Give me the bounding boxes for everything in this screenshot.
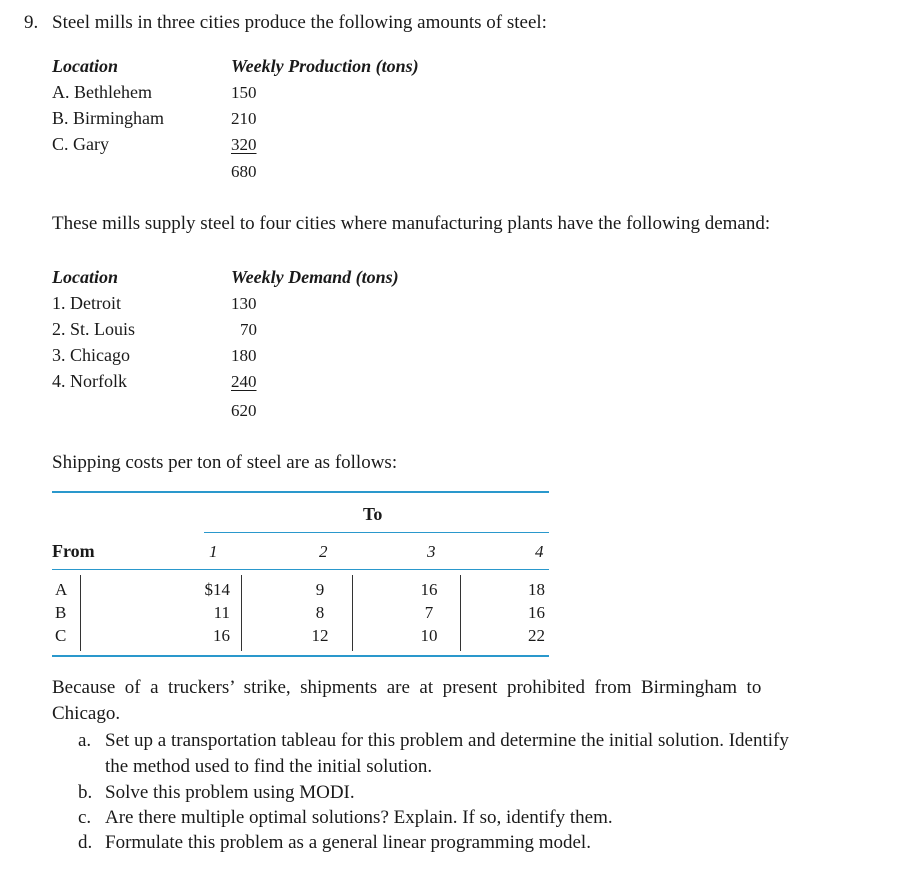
task-letter: b. bbox=[78, 782, 93, 803]
supply-header-location: Location bbox=[52, 56, 118, 76]
table-bottom-rule bbox=[52, 655, 549, 657]
supply-row-label: A. Bethlehem bbox=[52, 82, 152, 102]
from-cell: B bbox=[55, 603, 67, 622]
col-divider bbox=[241, 575, 242, 651]
col-head-4: 4 bbox=[535, 542, 544, 561]
task-text: Are there multiple optimal solutions? Explain. If so, identify them. bbox=[105, 807, 613, 828]
col-head-3: 3 bbox=[427, 542, 436, 561]
cost-cell: 22 bbox=[528, 626, 545, 645]
cost-cell: 18 bbox=[528, 580, 545, 599]
demand-row-label: 3. Chicago bbox=[52, 345, 130, 365]
from-label: From bbox=[52, 541, 95, 561]
task-text: Formulate this problem as a general linear programming model. bbox=[105, 832, 591, 853]
demand-header-location: Location bbox=[52, 267, 118, 287]
table-top-rule bbox=[52, 491, 549, 493]
from-cell: A bbox=[55, 580, 68, 599]
demand-total: 620 bbox=[231, 401, 257, 420]
demand-row-label: 4. Norfolk bbox=[52, 371, 127, 391]
task-text: Set up a transportation tableau for this problem and determine the initial solution. Identify bbox=[105, 730, 789, 751]
cost-cell: 11 bbox=[213, 603, 230, 622]
col-divider bbox=[460, 575, 461, 651]
to-label: To bbox=[363, 504, 383, 524]
col-head-2: 2 bbox=[319, 542, 328, 561]
strike-text-line1: Because of a truckers’ strike, shipments are at present prohibited from Birmingham to bbox=[52, 677, 762, 698]
supply-row-label: C. Gary bbox=[52, 134, 109, 154]
supply-row-label: B. Birmingham bbox=[52, 108, 164, 128]
from-cell: C bbox=[55, 626, 67, 645]
demand-row-value: 70 bbox=[240, 320, 257, 339]
demand-row-value: 180 bbox=[231, 346, 257, 365]
supply-row-value: 210 bbox=[231, 109, 257, 128]
supply-row-value: 150 bbox=[231, 83, 257, 102]
demand-row-label: 2. St. Louis bbox=[52, 319, 136, 339]
cost-cell: $14 bbox=[204, 580, 230, 599]
cost-intro: Shipping costs per ton of steel are as follows: bbox=[52, 452, 398, 473]
cost-cell: 10 bbox=[420, 626, 438, 645]
task-letter: d. bbox=[78, 832, 93, 853]
task-letter: c. bbox=[78, 807, 92, 828]
demand-header-value: Weekly Demand (tons) bbox=[231, 267, 399, 287]
supply-header-value: Weekly Production (tons) bbox=[231, 56, 419, 76]
cost-cell: 16 bbox=[213, 626, 230, 645]
demand-row-value: 130 bbox=[231, 294, 257, 313]
cost-cell: 7 bbox=[424, 603, 434, 622]
to-underline-rule bbox=[204, 532, 549, 533]
cost-cell: 16 bbox=[528, 603, 545, 622]
cost-cell: 12 bbox=[311, 626, 329, 645]
header-bottom-rule bbox=[52, 569, 549, 570]
task-letter: a. bbox=[78, 730, 92, 751]
cost-cell: 8 bbox=[315, 603, 325, 622]
cost-cell: 9 bbox=[315, 580, 325, 599]
problem-number: 9. bbox=[24, 12, 39, 33]
from-divider bbox=[80, 575, 81, 651]
supply-row-value: 320 bbox=[231, 135, 257, 154]
task-text: Solve this problem using MODI. bbox=[105, 782, 355, 803]
col-divider bbox=[352, 575, 353, 651]
demand-intro: These mills supply steel to four cities where manufacturing plants have the following demand: bbox=[52, 213, 771, 234]
demand-row-label: 1. Detroit bbox=[52, 293, 121, 313]
strike-text-line2: Chicago. bbox=[52, 703, 121, 724]
supply-total: 680 bbox=[231, 162, 257, 181]
cost-cell: 16 bbox=[420, 580, 438, 599]
col-head-1: 1 bbox=[209, 542, 218, 561]
demand-row-value: 240 bbox=[231, 372, 257, 391]
task-text: the method used to find the initial solution. bbox=[105, 756, 433, 777]
problem-intro: Steel mills in three cities produce the following amounts of steel: bbox=[52, 12, 547, 33]
